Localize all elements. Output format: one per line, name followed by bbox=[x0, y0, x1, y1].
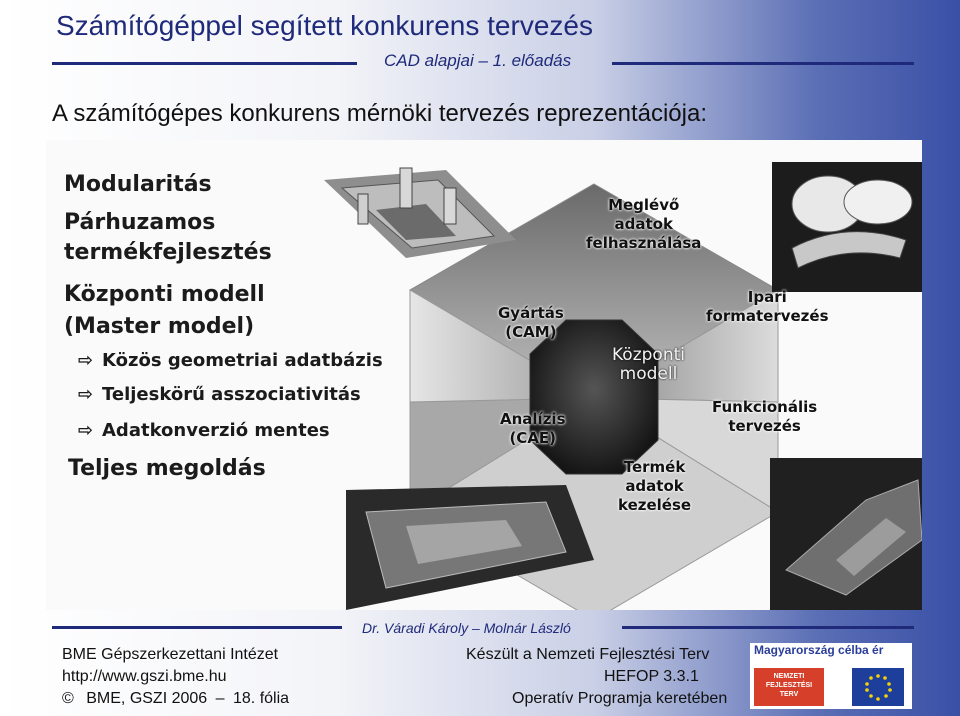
bullet-adatkonverzio bbox=[78, 420, 330, 441]
hex-label-upper-right bbox=[706, 288, 829, 326]
hex-label-lower-left bbox=[500, 410, 566, 448]
text-kozponti-2: (Master model) bbox=[64, 314, 255, 339]
footer-right-line2: HEFOP 3.3.1 bbox=[604, 668, 699, 685]
bullet-kozos bbox=[78, 350, 383, 371]
arrow-right-icon: ⇨ bbox=[78, 350, 94, 371]
hex-ur-line2: formatervezés bbox=[706, 307, 829, 325]
hex-top-line1: Meglévő bbox=[608, 196, 680, 214]
machine-part-image-3 bbox=[770, 458, 922, 610]
arrow-right-icon: ⇨ bbox=[78, 384, 94, 405]
hex-ul-line1: Gyártás bbox=[498, 304, 564, 322]
hex-bottom-line2: adatok bbox=[625, 477, 684, 495]
footer-url[interactable]: http://www.gszi.bme.hu bbox=[62, 668, 227, 685]
hex-label-top bbox=[586, 196, 701, 253]
hex-label-upper-left bbox=[498, 304, 564, 342]
footer-rule-left bbox=[52, 626, 342, 629]
concurrent-engineering-figure bbox=[46, 140, 922, 610]
bullet-adatkonverzio-label: Adatkonverzió mentes bbox=[102, 420, 330, 441]
eu-flag-icon bbox=[852, 668, 904, 706]
footer-copyright: BME, GSZI 2006 bbox=[86, 690, 208, 707]
machine-part-image-1 bbox=[324, 168, 516, 258]
car-models-image bbox=[772, 162, 922, 292]
text-teljes: Teljes megoldás bbox=[68, 456, 266, 481]
footer-right-line1: Készült a Nemzeti Fejlesztési Terv bbox=[466, 646, 710, 663]
footer-right-line3: Operatív Programja keretében bbox=[512, 690, 728, 707]
nft-logo-line3: TERV bbox=[779, 691, 799, 698]
hex-label-lower-right bbox=[712, 398, 817, 436]
subtitle-rule-right bbox=[612, 62, 914, 65]
bullet-teljeskoru bbox=[78, 384, 361, 405]
text-kozponti-1: Központi modell bbox=[64, 282, 265, 307]
eu-stars bbox=[852, 668, 904, 706]
text-modularitas: Modularitás bbox=[64, 172, 212, 197]
bullet-teljeskoru-label: Teljeskörű asszociativitás bbox=[102, 384, 361, 405]
text-parhuzamos-2: termékfejlesztés bbox=[64, 240, 272, 265]
nft-logo-line1: NEMZETI bbox=[773, 673, 805, 680]
hex-lr-line2: tervezés bbox=[728, 417, 801, 435]
bullet-kozos-label: Közös geometriai adatbázis bbox=[102, 350, 383, 371]
footer-dash: – bbox=[215, 690, 225, 707]
hex-ul-line2: (CAM) bbox=[505, 323, 557, 341]
text-parhuzamos-1: Párhuzamos bbox=[64, 210, 216, 235]
footer-copyright-line bbox=[62, 690, 289, 708]
hex-center-line1: Központi bbox=[612, 345, 685, 365]
subtitle-rule-left bbox=[52, 62, 357, 65]
footer-rule-right bbox=[622, 626, 914, 629]
hex-center-line2: modell bbox=[619, 364, 678, 384]
footer-authors: Dr. Váradi Károly – Molnár László bbox=[362, 620, 571, 636]
logo-slogan: Magyarország célba ér bbox=[754, 643, 884, 657]
copyright-symbol: © bbox=[62, 690, 74, 707]
footer-institute: BME Gépszerkezettani Intézet bbox=[62, 646, 279, 663]
nft-logo bbox=[754, 668, 824, 706]
hex-label-center bbox=[612, 346, 685, 384]
hex-top-line3: felhasználása bbox=[586, 234, 702, 252]
footer-folia: 18. fólia bbox=[233, 690, 290, 707]
hex-lr-line1: Funkcionális bbox=[712, 398, 818, 416]
hex-bottom-line3: kezelése bbox=[618, 496, 692, 514]
slide-subtitle: CAD alapjai – 1. előadás bbox=[384, 51, 572, 70]
hex-bottom-line1: Termék bbox=[623, 458, 686, 476]
arrow-right-icon: ⇨ bbox=[78, 420, 94, 441]
hex-label-bottom bbox=[618, 458, 691, 515]
hex-ur-line1: Ipari bbox=[747, 288, 787, 306]
slide-title: Számítógéppel segített konkurens tervezés bbox=[56, 10, 593, 41]
hex-top-line2: adatok bbox=[614, 215, 673, 233]
nft-logo-line2: FEJLESZTÉSI bbox=[765, 682, 813, 689]
hex-ll-line2: (CAE) bbox=[509, 429, 557, 447]
slide-heading: A számítógépes konkurens mérnöki tervezés reprezentációja: bbox=[52, 100, 707, 127]
hex-ll-line1: Analízis bbox=[500, 410, 566, 428]
center-octagon bbox=[530, 320, 658, 474]
